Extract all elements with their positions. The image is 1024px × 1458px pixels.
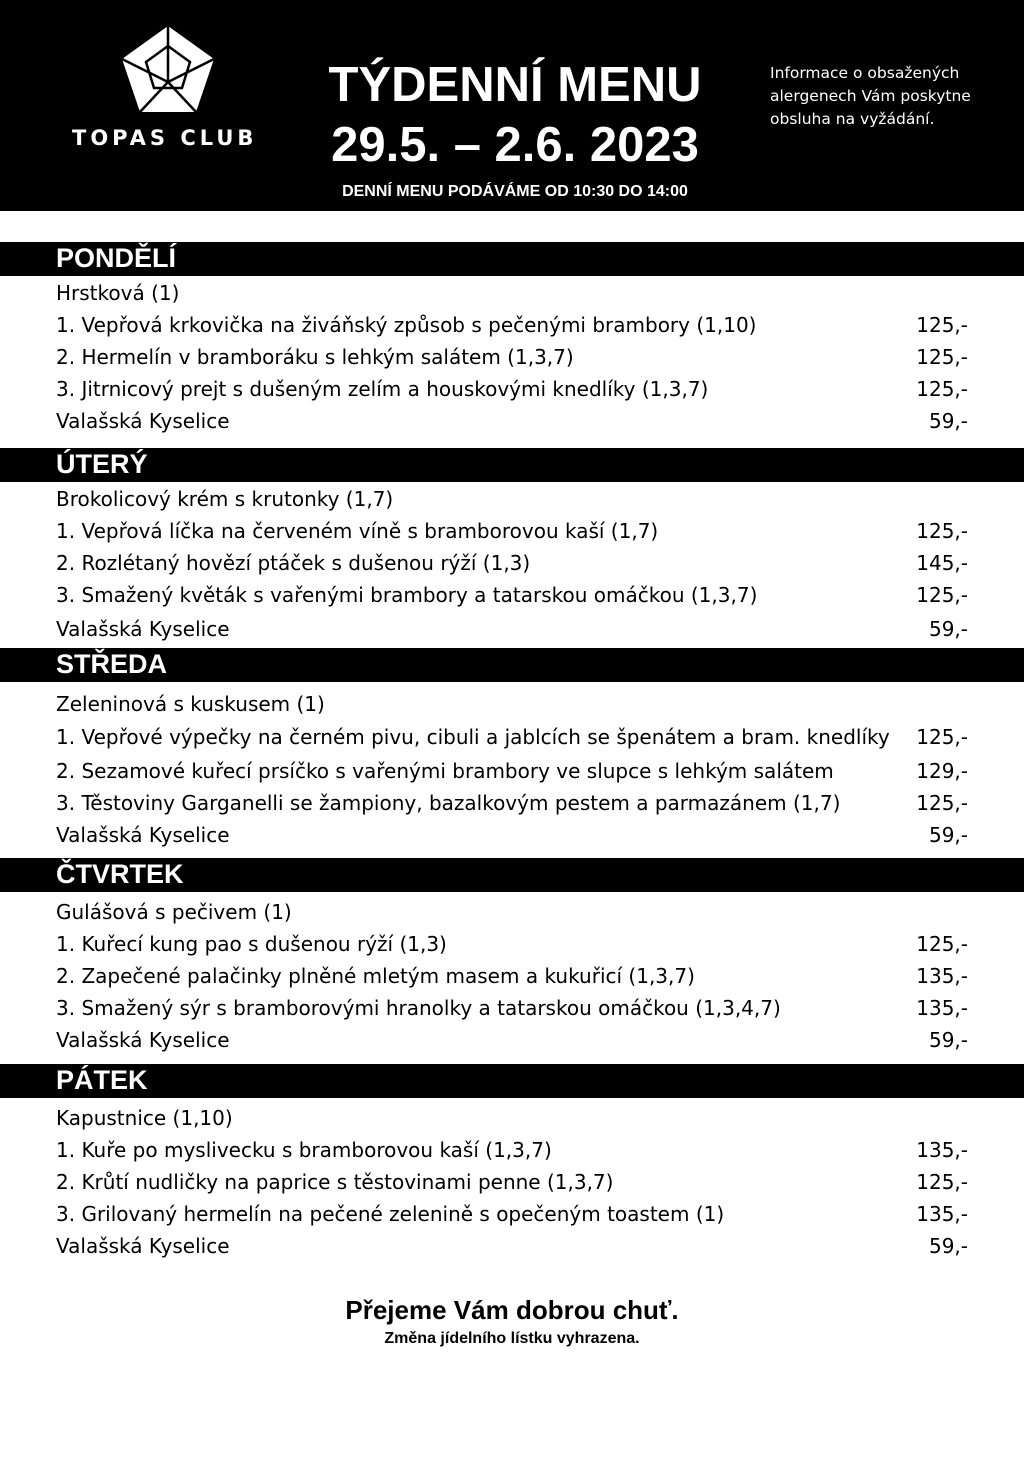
day-name: PONDĚLÍ xyxy=(56,243,177,273)
header xyxy=(0,0,1024,211)
item-name: 1. Vepřová líčka na červeném víně s bramborovou kaší (1,7) xyxy=(56,519,659,543)
item-price: 125,- xyxy=(916,345,968,369)
day-header-wednesday xyxy=(0,648,1024,682)
footer-note: Změna jídelního lístku vyhrazena. xyxy=(384,1330,640,1347)
menu-item xyxy=(56,721,968,753)
menu-item xyxy=(56,515,968,547)
soup-row xyxy=(56,896,968,928)
item-name: 2. Krůtí nudličky na paprice s těstovinami penne (1,3,7) xyxy=(56,1170,614,1194)
item-name: Valašská Kyselice xyxy=(56,823,230,847)
item-price: 59,- xyxy=(928,823,968,847)
day-name: PÁTEK xyxy=(56,1065,148,1095)
menu-item xyxy=(56,960,968,992)
day-name: STŘEDA xyxy=(56,649,168,679)
logo xyxy=(64,24,274,150)
soup-row xyxy=(56,483,968,515)
item-price: 59,- xyxy=(928,409,968,433)
day-name: ČTVRTEK xyxy=(56,859,184,889)
item-name: 1. Vepřové výpečky na černém pivu, cibuli a jablcích se špenátem a bram. knedlíky xyxy=(56,725,890,749)
item-price: 125,- xyxy=(916,583,968,607)
item-name: 3. Smažený květák s vařenými brambory a tatarskou omáčkou (1,3,7) xyxy=(56,583,758,607)
item-name: 3. Jitrnicový prejt s dušeným zelím a houskovými knedlíky (1,3,7) xyxy=(56,377,709,401)
soup-name: Zeleninová s kuskusem (1) xyxy=(56,692,325,716)
logo-text: TOPAS CLUB xyxy=(72,126,258,150)
item-name: Valašská Kyselice xyxy=(56,1234,230,1258)
menu-item xyxy=(56,992,968,1024)
menu-item xyxy=(56,613,968,645)
pentagon-logo-icon xyxy=(120,24,216,114)
footer-wish: Přejeme Vám dobrou chuť. xyxy=(345,1295,679,1325)
item-price: 135,- xyxy=(916,1202,968,1226)
menu-item xyxy=(56,928,968,960)
page-title: TÝDENNÍ MENU xyxy=(328,58,702,112)
item-price: 125,- xyxy=(916,313,968,337)
menu-item xyxy=(56,373,968,405)
item-name: Valašská Kyselice xyxy=(56,617,230,641)
soup-name: Gulášová s pečivem (1) xyxy=(56,900,292,924)
item-name: 1. Kuře po myslivecku s bramborovou kaší (1,3,7) xyxy=(56,1138,552,1162)
item-price: 129,- xyxy=(916,759,968,783)
item-name: Valašská Kyselice xyxy=(56,1028,230,1052)
soup-row xyxy=(56,277,968,309)
soup-name: Kapustnice (1,10) xyxy=(56,1106,233,1130)
menu-item xyxy=(56,341,968,373)
item-price: 59,- xyxy=(928,1234,968,1258)
item-name: Valašská Kyselice xyxy=(56,409,230,433)
item-price: 125,- xyxy=(916,725,968,749)
soup-row xyxy=(56,1102,968,1134)
item-price: 125,- xyxy=(916,791,968,815)
menu-item xyxy=(56,819,968,851)
day-header-thursday xyxy=(0,858,1024,892)
menu-item xyxy=(56,547,968,579)
item-price: 135,- xyxy=(916,964,968,988)
menu-item xyxy=(56,755,968,787)
item-price: 145,- xyxy=(916,551,968,575)
item-name: 3. Grilovaný hermelín na pečené zelenině s opečeným toastem (1) xyxy=(56,1202,725,1226)
menu-item xyxy=(56,1024,968,1056)
item-price: 125,- xyxy=(916,1170,968,1194)
day-header-tuesday xyxy=(0,448,1024,482)
day-name: ÚTERÝ xyxy=(56,449,148,479)
item-name: 3. Těstoviny Garganelli se žampiony, bazalkovým pestem a parmazánem (1,7) xyxy=(56,791,841,815)
item-price: 125,- xyxy=(916,377,968,401)
soup-row xyxy=(56,688,968,720)
menu-item xyxy=(56,1230,968,1262)
footer xyxy=(0,1295,1024,1348)
menu-item xyxy=(56,309,968,341)
allergen-note: Informace o obsažených alergenech Vám poskytne obsluha na vyžádání. xyxy=(770,64,971,128)
item-name: 2. Hermelín v bramboráku s lehkým salátem (1,3,7) xyxy=(56,345,574,369)
item-name: 3. Smažený sýr s bramborovými hranolky a tatarskou omáčkou (1,3,4,7) xyxy=(56,996,781,1020)
item-name: 1. Vepřová krkovička na živáňský způsob s pečenými brambory (1,10) xyxy=(56,313,757,337)
soup-name: Brokolicový krém s krutonky (1,7) xyxy=(56,487,394,511)
menu-item xyxy=(56,787,968,819)
serving-time: DENNÍ MENU PODÁVÁME OD 10:30 DO 14:00 xyxy=(342,183,688,200)
title-block xyxy=(300,55,730,201)
menu-item xyxy=(56,579,968,611)
item-price: 125,- xyxy=(916,519,968,543)
item-price: 125,- xyxy=(916,932,968,956)
item-price: 135,- xyxy=(916,1138,968,1162)
item-name: 2. Rozlétaný hovězí ptáček s dušenou rýží (1,3) xyxy=(56,551,531,575)
menu-item xyxy=(56,1166,968,1198)
day-header-monday xyxy=(0,242,1024,276)
item-price: 59,- xyxy=(928,617,968,641)
item-name: 1. Kuřecí kung pao s dušenou rýží (1,3) xyxy=(56,932,447,956)
item-price: 135,- xyxy=(916,996,968,1020)
day-header-friday xyxy=(0,1064,1024,1098)
item-price: 59,- xyxy=(928,1028,968,1052)
item-name: 2. Sezamové kuřecí prsíčko s vařenými brambory ve slupce s lehkým salátem xyxy=(56,759,834,783)
menu-item xyxy=(56,405,968,437)
menu-item xyxy=(56,1134,968,1166)
menu-dates: 29.5. – 2.6. 2023 xyxy=(331,118,699,172)
soup-name: Hrstková (1) xyxy=(56,281,180,305)
menu-item xyxy=(56,1198,968,1230)
item-name: 2. Zapečené palačinky plněné mletým masem a kukuřicí (1,3,7) xyxy=(56,964,695,988)
